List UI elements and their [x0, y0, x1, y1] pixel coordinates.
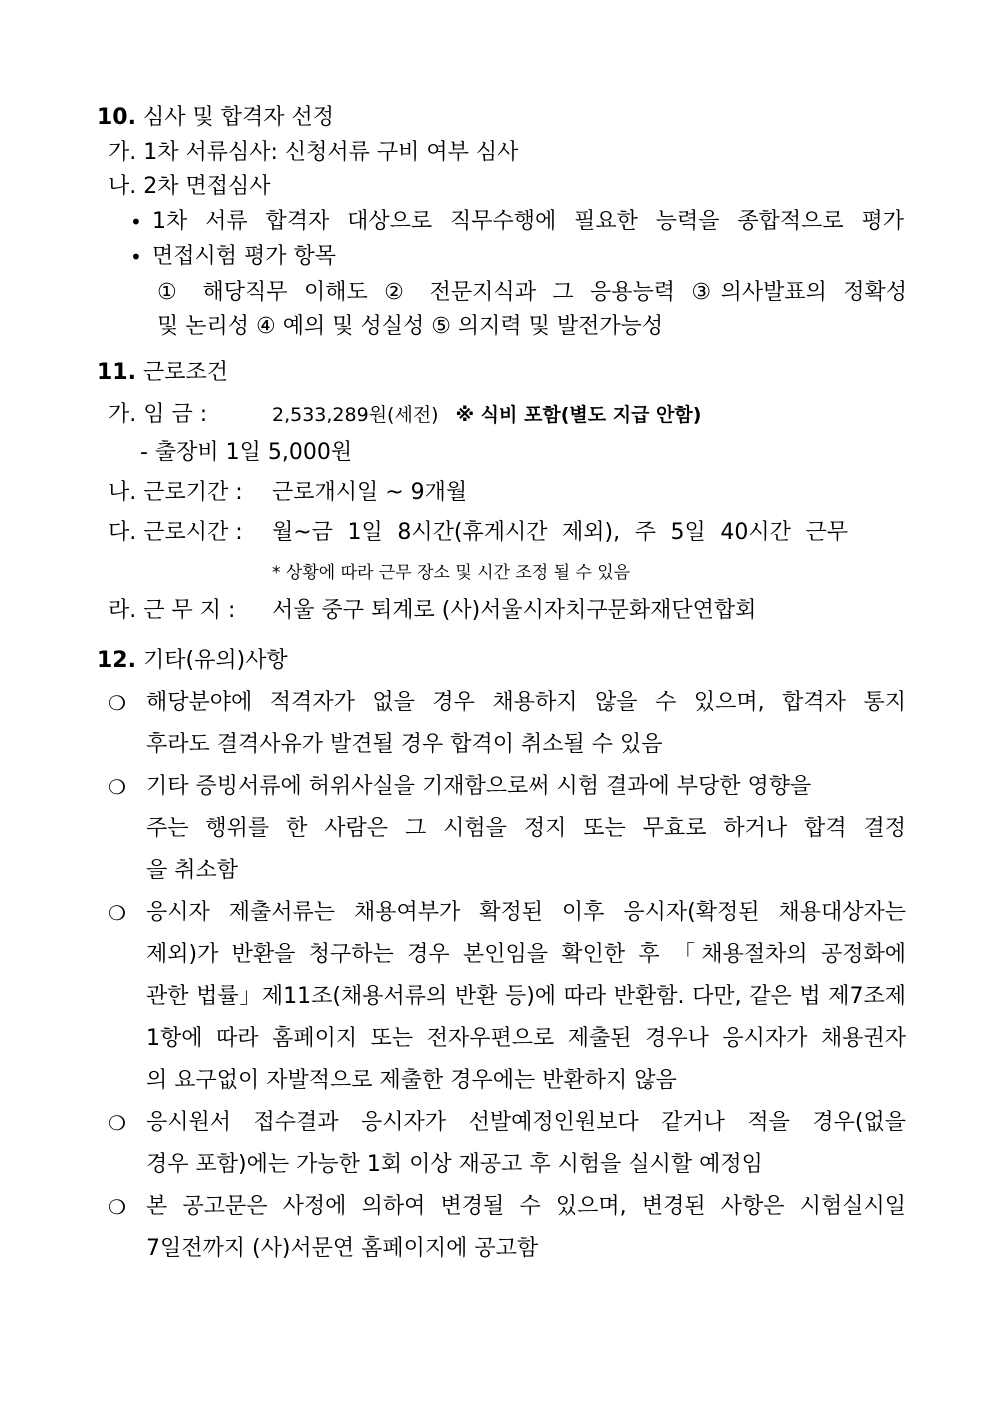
place-value: 서울 중구 퇴계로 (사)서울시자치구문화재단연합회	[272, 598, 757, 623]
section-12-heading	[97, 646, 288, 676]
section-number: 12.	[97, 648, 136, 673]
wage-note: ※ 식비 포함(별도 지급 안함)	[455, 404, 702, 426]
s10-item-a: 가. 1차 서류심사: 신청서류 구비 여부 심사	[108, 140, 519, 165]
section-title: 기타(유의)사항	[142, 648, 288, 673]
circle-bullet-icon: ❍	[108, 691, 126, 715]
place-label: 라. 근 무 지 :	[108, 598, 236, 623]
period-value: 근로개시일 ~ 9개월	[272, 480, 468, 505]
s10-item-b-bullet-2: 면접시험 평가 항목	[152, 244, 337, 269]
section-title: 심사 및 합격자 선정	[142, 105, 334, 130]
note-3-line-4: 1항에 따라 홈페이지 또는 전자우편으로 제출된 경우나 응시자가 채용권자	[146, 1026, 906, 1051]
note-2-line-1: 기타 증빙서류에 허위사실을 기재함으로써 시험 결과에 부당한 영향을	[146, 774, 812, 799]
section-11-heading	[97, 358, 228, 388]
wage-row	[272, 400, 701, 430]
wage-value: 2,533,289원(세전)	[272, 404, 439, 426]
note-2-line-3: 을 취소함	[146, 858, 239, 883]
note-1-line-2: 후라도 결격사유가 발견될 경우 합격이 취소될 수 있음	[146, 732, 663, 757]
note-3-line-1: 응시자 제출서류는 채용여부가 확정된 이후 응시자(확정된 채용대상자는	[146, 900, 906, 925]
note-5-line-2: 7일전까지 (사)서문연 홈페이지에 공고함	[146, 1236, 539, 1261]
section-10-heading	[97, 103, 334, 133]
travel-allowance: - 출장비 1일 5,000원	[140, 440, 353, 465]
s10-item-b: 나. 2차 면접심사	[108, 174, 271, 199]
s10-eval-items-line-2: 및 논리성 ④ 예의 및 성실성 ⑤ 의지력 및 발전가능성	[157, 314, 664, 339]
hours-label: 다. 근로시간 :	[108, 520, 243, 545]
section-title: 근로조건	[142, 360, 228, 385]
note-3-line-5: 의 요구없이 자발적으로 제출한 경우에는 반환하지 않음	[146, 1068, 677, 1093]
s10-eval-items-line-1: ① 해당직무 이해도 ② 전문지식과 그 응용능력 ③의사발표의 정확성	[157, 280, 907, 305]
circle-bullet-icon: ❍	[108, 1111, 126, 1135]
wage-label: 가. 임 금 :	[108, 402, 208, 427]
circle-bullet-icon: ❍	[108, 775, 126, 799]
period-label: 나. 근로기간 :	[108, 480, 243, 505]
circle-bullet-icon: ❍	[108, 901, 126, 925]
s10-item-b-bullet-1: 1차 서류 합격자 대상으로 직무수행에 필요한 능력을 종합적으로 평가	[152, 209, 904, 234]
hours-note: * 상황에 따라 근무 장소 및 시간 조정 될 수 있음	[272, 563, 631, 583]
note-4-line-1: 응시원서 접수결과 응시자가 선발예정인원보다 같거나 적을 경우(없을	[146, 1110, 906, 1135]
section-number: 10.	[97, 105, 136, 130]
circle-bullet-icon: ❍	[108, 1195, 126, 1219]
note-4-line-2: 경우 포함)에는 가능한 1회 이상 재공고 후 시험을 실시할 예정임	[146, 1152, 763, 1177]
bullet-dot: •	[130, 210, 142, 234]
section-number: 11.	[97, 360, 136, 385]
bullet-dot: •	[130, 245, 142, 269]
note-3-line-3: 관한 법률」제11조(채용서류의 반환 등)에 따라 반환함. 다만, 같은 법 제7조제	[146, 984, 906, 1009]
note-1-line-1: 해당분야에 적격자가 없을 경우 채용하지 않을 수 있으며, 합격자 통지	[146, 690, 906, 715]
note-2-line-2: 주는 행위를 한 사람은 그 시험을 정지 또는 무효로 하거나 합격 결정	[146, 816, 906, 841]
hours-value: 월~금 1일 8시간(휴게시간 제외), 주 5일 40시간 근무	[272, 520, 848, 545]
note-3-line-2: 제외)가 반환을 청구하는 경우 본인임을 확인한 후 「채용절차의 공정화에	[146, 942, 906, 967]
note-5-line-1: 본 공고문은 사정에 의하여 변경될 수 있으며, 변경된 사항은 시험실시일	[146, 1194, 906, 1219]
